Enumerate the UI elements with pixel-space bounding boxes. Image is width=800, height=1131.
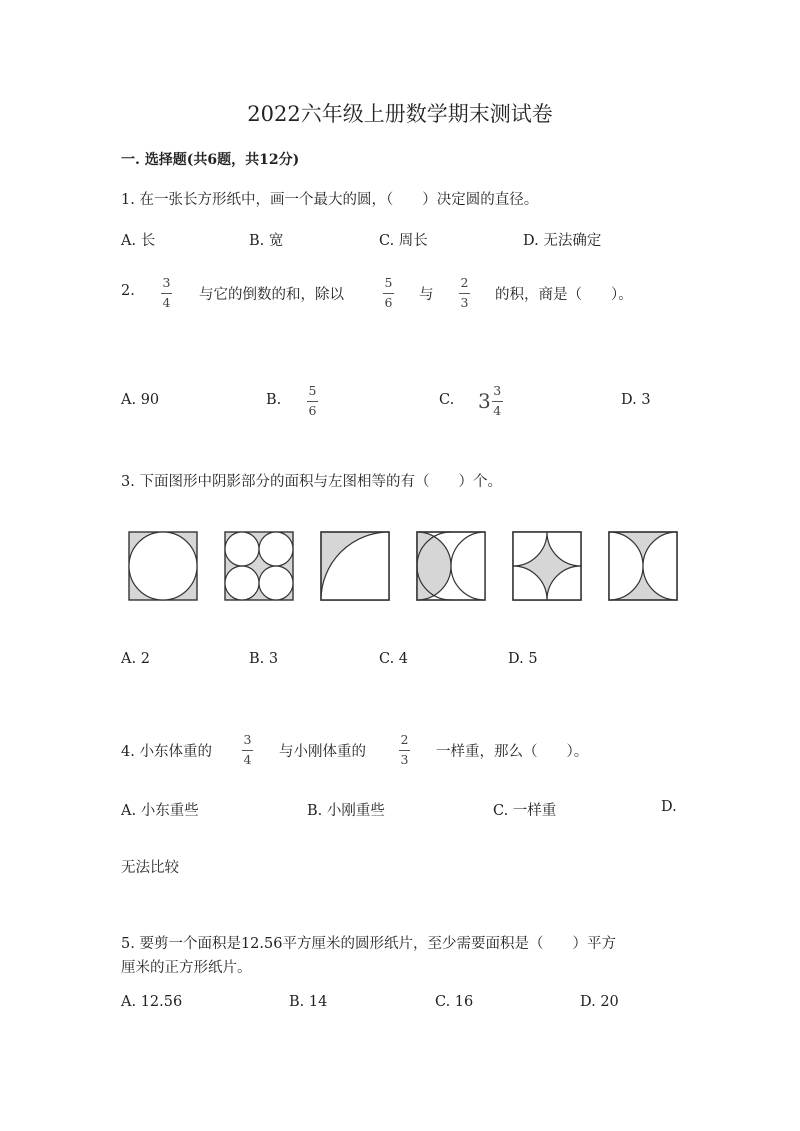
fraction-denominator: 4 (243, 751, 252, 767)
q2-fraction-2 (383, 277, 394, 309)
q2-option-b-fraction (307, 385, 318, 417)
q1-option-a: A. 长 (121, 233, 156, 249)
q4-option-d-continued: 无法比较 (121, 860, 179, 876)
q2-option-a: A. 90 (121, 392, 160, 408)
q4-text-2: 与小刚体重的 (279, 744, 366, 760)
q2-text-2: 与 (419, 287, 434, 303)
fraction-numerator: 3 (162, 275, 171, 290)
q2-option-c-mixed-number (478, 385, 503, 417)
fraction-bar (307, 401, 318, 402)
q2-option-b-label: B. (266, 392, 282, 408)
q2-fraction-3 (459, 277, 470, 309)
fraction-numerator: 5 (384, 275, 393, 290)
q5-option-a: A. 12.56 (121, 994, 183, 1010)
fraction-numerator: 2 (460, 275, 469, 290)
figure-circle-in-square (128, 531, 198, 601)
fraction-denominator: 6 (308, 402, 317, 418)
fraction-denominator: 3 (400, 751, 409, 767)
mixed-whole: 3 (478, 389, 491, 413)
fraction-bar (459, 293, 470, 294)
question-4-text-1: 4. 小东体重的 (121, 744, 212, 760)
q4-text-3: 一样重，那么（ ）。 (436, 744, 589, 760)
fraction-bar (492, 401, 503, 402)
figure-four-circles-in-square (224, 531, 294, 601)
q2-option-d: D. 3 (621, 392, 651, 408)
figure-two-half-circles-top-bottom (608, 531, 678, 601)
q3-option-c: C. 4 (379, 651, 409, 667)
fraction-bar (383, 293, 394, 294)
q4-fraction-2 (399, 734, 410, 766)
q4-option-a: A. 小东重些 (121, 803, 199, 819)
q5-option-b: B. 14 (289, 994, 328, 1010)
section-heading: 一. 选择题(共6题，共12分) (121, 152, 300, 168)
q5-option-c: C. 16 (435, 994, 474, 1010)
q4-option-c: C. 一样重 (493, 803, 557, 819)
q4-option-d: D. (661, 799, 677, 815)
question-3-text: 3. 下面图形中阴影部分的面积与左图相等的有（ ）个。 (121, 474, 502, 490)
fraction-numerator: 5 (308, 383, 317, 398)
fraction-denominator: 4 (493, 402, 502, 418)
q3-option-a: A. 2 (121, 651, 150, 667)
question-5-line-2: 厘米的正方形纸片。 (121, 960, 252, 976)
q4-fraction-1 (242, 734, 253, 766)
figure-four-quarter-circles-in-square (512, 531, 582, 601)
fraction-numerator: 3 (493, 383, 502, 398)
question-5-line-1: 5. 要剪一个面积是12.56平方厘米的圆形纸片，至少需要面积是（ ）平方 (121, 936, 616, 952)
fraction-denominator: 6 (384, 294, 393, 310)
page-title: 2022六年级上册数学期末测试卷 (247, 102, 553, 126)
figure-two-half-circles-in-square (416, 531, 486, 601)
fraction-denominator: 4 (162, 294, 171, 310)
question-1-text: 1. 在一张长方形纸中，画一个最大的圆，（ ）决定圆的直径。 (121, 192, 539, 208)
fraction-bar (399, 750, 410, 751)
q3-option-b: B. 3 (249, 651, 279, 667)
q3-option-d: D. 5 (508, 651, 538, 667)
q5-option-d: D. 20 (580, 994, 619, 1010)
figure-quarter-circle-in-square (320, 531, 390, 601)
q2-option-c-label: C. (439, 392, 455, 408)
question-2-number: 2. (121, 283, 135, 299)
fraction-numerator: 2 (400, 732, 409, 747)
fraction-bar (161, 293, 172, 294)
fraction-bar (242, 750, 253, 751)
q1-option-d: D. 无法确定 (523, 233, 602, 249)
mixed-fraction (492, 385, 503, 417)
fraction-numerator: 3 (243, 732, 252, 747)
q1-option-c: C. 周长 (379, 233, 428, 249)
q1-option-b: B. 宽 (249, 233, 284, 249)
fraction-denominator: 3 (460, 294, 469, 310)
q2-text-3: 的积，商是（ ）。 (495, 287, 633, 303)
q4-option-b: B. 小刚重些 (307, 803, 385, 819)
q2-fraction-1 (161, 277, 172, 309)
q2-text-1: 与它的倒数的和，除以 (199, 287, 344, 303)
